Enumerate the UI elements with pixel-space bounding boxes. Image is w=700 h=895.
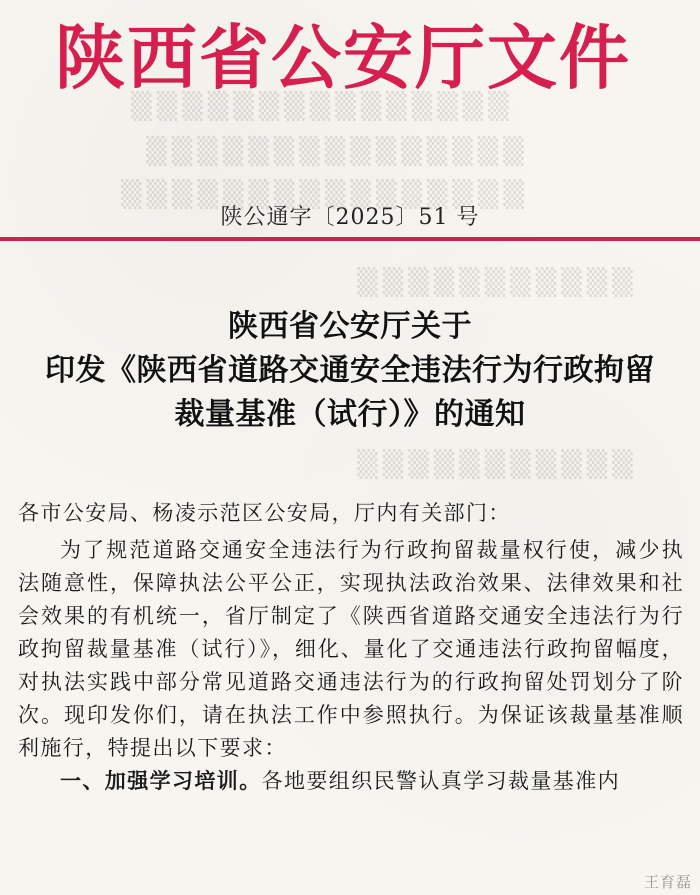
show-through-text: ▒▒▒▒▒▒▒▒▒▒▒▒▒▒▒▒ (121, 180, 529, 210)
agency-header-title: 陕西省公安厅文件 (55, 16, 631, 99)
show-through-text: ▒▒▒▒▒▒▒▒▒▒▒ (357, 450, 638, 480)
notice-title (0, 305, 700, 437)
show-through-text: ▒▒▒▒▒▒▒▒▒▒▒▒▒▒▒ (146, 137, 529, 167)
notice-title-line-1: 陕西省公安厅关于 (228, 309, 472, 344)
red-header-rule (0, 237, 700, 241)
notice-title-line-3: 裁量基准（试行）》的通知 (174, 397, 526, 432)
social-watermark: 王育磊 (643, 873, 692, 891)
body-paragraph-1: 为了规范道路交通安全违法行为行政拘留裁量权行使，减少执法随意性，保障执法公平公正，实现执法政治效果、法律效果和社会效果的有机统一，省厅制定了《陕西省道路交通安全违法行为行政拘留裁量基准（试行）》，细化、量化了交通违法行政拘留幅度，对执法实践中部分常见道路交通违法行为的行政拘留处罚划分了阶次。现印发你们，请在执法工作中参照执行。为保证该裁量基准顺利施行，特提出以下要求： (18, 538, 684, 760)
section-1-paragraph (18, 765, 684, 798)
notice-title-line-2: 印发《陕西省道路交通安全违法行为行政拘留 (45, 353, 655, 388)
section-1-heading: 一、加强学习培训。 (60, 769, 262, 793)
notice-body (18, 497, 684, 798)
section-1-text: 各地要组织民警认真学习裁量基准内 (261, 769, 621, 793)
show-through-text: ▒▒▒▒▒▒▒▒▒▒▒ (357, 268, 638, 298)
addressee-line: 各市公安局、杨凌示范区公安局，厅内有关部门： (18, 501, 511, 525)
document-number: 陕公通字〔2025〕51 号 (220, 205, 480, 230)
show-through-text: ▒▒▒▒▒▒▒▒▒▒▒▒▒▒▒ (131, 92, 514, 122)
